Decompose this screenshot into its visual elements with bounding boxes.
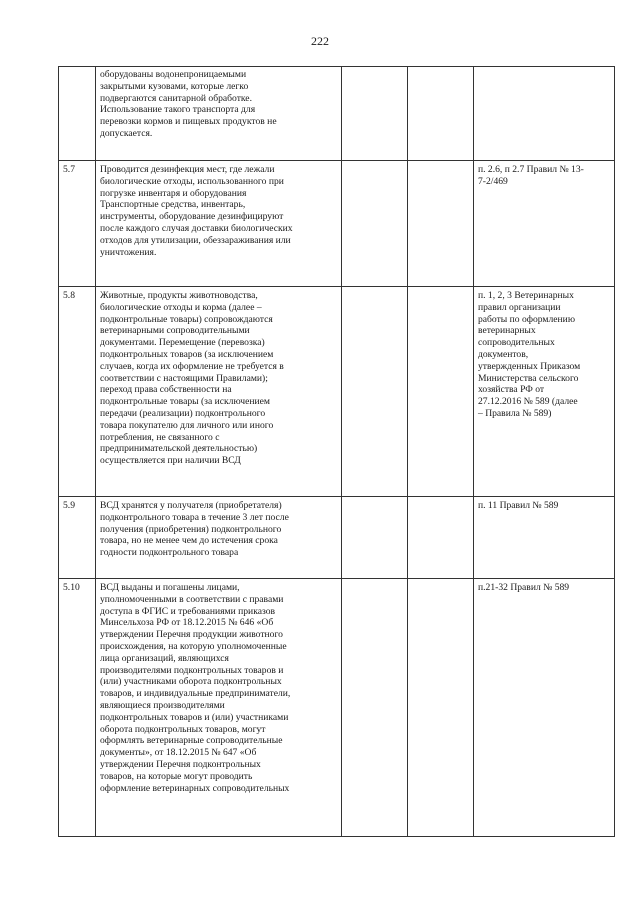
requirement-line: утверждении Перечня подконтрольных <box>100 758 261 770</box>
requirement-line: подконтрольных товаров и (или) участниками <box>100 711 289 723</box>
requirement-text <box>96 497 342 579</box>
yes-cell <box>342 579 408 837</box>
item-number: 5.9 <box>59 497 96 579</box>
requirement-line: Животные, продукты животноводства, <box>100 290 258 301</box>
requirement-line: оборота подконтрольных товаров, могут <box>100 723 266 735</box>
requirement-line: переход права собственности на <box>100 384 232 396</box>
item-number: 5.8 <box>59 287 96 497</box>
reference-line: правил организации <box>478 301 561 313</box>
requirement-line: Использование такого транспорта для <box>100 104 256 116</box>
requirement-line: осуществляется при наличии ВСД <box>100 455 241 467</box>
yes-cell <box>342 161 408 287</box>
requirement-line: происхождения, на которую уполномоченные <box>100 640 287 652</box>
legal-reference <box>474 287 615 497</box>
requirement-line: допускается. <box>100 127 153 139</box>
no-cell <box>408 161 474 287</box>
table-row <box>59 287 615 497</box>
legal-reference <box>474 67 615 161</box>
requirement-line: передачи (реализации) подконтрольного <box>100 407 266 419</box>
requirement-line: биологические отходы, использованного при <box>100 175 284 187</box>
requirement-line: соответствии с настоящими Правилами); <box>100 372 268 384</box>
reference-line: – Правила № 589) <box>478 407 552 419</box>
reference-line: п.21-32 Правил № 589 <box>478 582 570 593</box>
requirement-line: подвергаются санитарной обработке. <box>100 92 252 104</box>
requirement-line: потребления, не связанного с <box>100 431 220 443</box>
requirement-line: годности подконтрольного товара <box>100 547 239 559</box>
requirement-line: инструменты, оборудование дезинфицируют <box>100 211 284 223</box>
no-cell <box>408 579 474 837</box>
reference-line: утвержденных Приказом <box>478 360 581 372</box>
table-row <box>59 67 615 161</box>
requirement-line: подконтрольного товара в течение 3 лет после <box>100 511 289 523</box>
reference-line: документов, <box>478 348 529 360</box>
requirement-line: подконтрольных товаров (за исключением <box>100 348 274 360</box>
reference-line: п. 2.6, п 2.7 Правил № 13- <box>478 164 584 175</box>
requirement-line: уничтожения. <box>100 246 157 258</box>
legal-reference <box>474 579 615 837</box>
requirement-line: являющиеся производителями <box>100 699 225 711</box>
requirement-line: подконтрольные товары (за исключением <box>100 396 270 408</box>
requirement-line: биологические отходы и корма (далее – <box>100 301 262 313</box>
requirement-line: товара, но не менее чем до истечения срока <box>100 535 278 547</box>
item-number: 5.10 <box>59 579 96 837</box>
yes-cell <box>342 67 408 161</box>
reference-line: хозяйства РФ от <box>478 384 545 396</box>
requirement-line: получения (приобретения) подконтрольного <box>100 523 282 535</box>
table-row <box>59 497 615 579</box>
requirement-line: документы», от 18.12.2015 № 647 «Об <box>100 747 257 759</box>
reference-line: сопроводительных <box>478 337 555 349</box>
requirement-line: товаров, и индивидуальные предприниматели, <box>100 688 291 700</box>
reference-line: п. 1, 2, 3 Ветеринарных <box>478 290 574 301</box>
requirement-line: оформлять ветеринарные сопроводительные <box>100 735 283 747</box>
requirement-line: уполномоченными в соответствии с правами <box>100 593 284 605</box>
no-cell <box>408 67 474 161</box>
page-number: 222 <box>311 34 329 48</box>
requirement-line: Проводится дезинфекция мест, где лежали <box>100 164 275 175</box>
requirement-line: после каждого случая доставки биологических <box>100 222 293 234</box>
requirement-line: ВСД выданы и погашены лицами, <box>100 582 240 593</box>
checklist-table <box>58 66 615 837</box>
requirement-line: оформление ветеринарных сопроводительных <box>100 782 290 794</box>
item-number: 5.7 <box>59 161 96 287</box>
table-row <box>59 161 615 287</box>
reference-line: работы по оформлению <box>478 313 575 325</box>
reference-line: п. 11 Правил № 589 <box>478 500 559 511</box>
legal-reference <box>474 161 615 287</box>
requirement-text <box>96 579 342 837</box>
requirement-line: предпринимательской деятельностью) <box>100 443 258 455</box>
legal-reference <box>474 497 615 579</box>
no-cell <box>408 497 474 579</box>
reference-line: 27.12.2016 № 589 (далее <box>478 396 578 408</box>
requirement-line: оборудованы водонепроницаемыми <box>100 69 247 80</box>
requirement-line: погрузке инвентаря и оборудования <box>100 187 247 199</box>
requirement-line: утверждении Перечня продукции животного <box>100 629 283 641</box>
reference-line: ветеринарных <box>478 325 536 337</box>
requirement-line: товара покупателю для личного или иного <box>100 419 274 431</box>
reference-line: 7-2/469 <box>478 175 508 187</box>
requirement-line: производителями подконтрольных товаров и <box>100 664 284 676</box>
requirement-line: товаров, на которые могут проводить <box>100 770 253 782</box>
requirement-line: Минсельхоза РФ от 18.12.2015 № 646 «Об <box>100 617 274 629</box>
requirement-line: документами. Перемещение (перевозка) <box>100 337 265 349</box>
yes-cell <box>342 497 408 579</box>
requirement-line: Транспортные средства, инвентарь, <box>100 199 246 211</box>
requirement-line: подконтрольные товары) сопровождаются <box>100 313 273 325</box>
requirement-line: ветеринарными сопроводительными <box>100 325 250 337</box>
requirement-text <box>96 161 342 287</box>
item-number <box>59 67 96 161</box>
reference-line: Министерства сельского <box>478 372 579 384</box>
requirement-line: (или) участниками оборота подконтрольных <box>100 676 282 688</box>
yes-cell <box>342 287 408 497</box>
requirement-line: перевозки кормов и пищевых продуктов не <box>100 116 277 128</box>
requirement-line: случаев, когда их оформление не требуется в <box>100 360 284 372</box>
requirement-text <box>96 287 342 497</box>
requirement-line: закрытыми кузовами, которые легко <box>100 80 249 92</box>
no-cell <box>408 287 474 497</box>
requirement-line: доступа в ФГИС и требованиями приказов <box>100 605 276 617</box>
requirement-text <box>96 67 342 161</box>
requirement-line: ВСД хранятся у получателя (приобретателя) <box>100 500 282 511</box>
table-row <box>59 579 615 837</box>
requirement-line: отходов для утилизации, обеззараживания или <box>100 234 291 246</box>
requirement-line: лица организаций, являющихся <box>100 652 229 664</box>
